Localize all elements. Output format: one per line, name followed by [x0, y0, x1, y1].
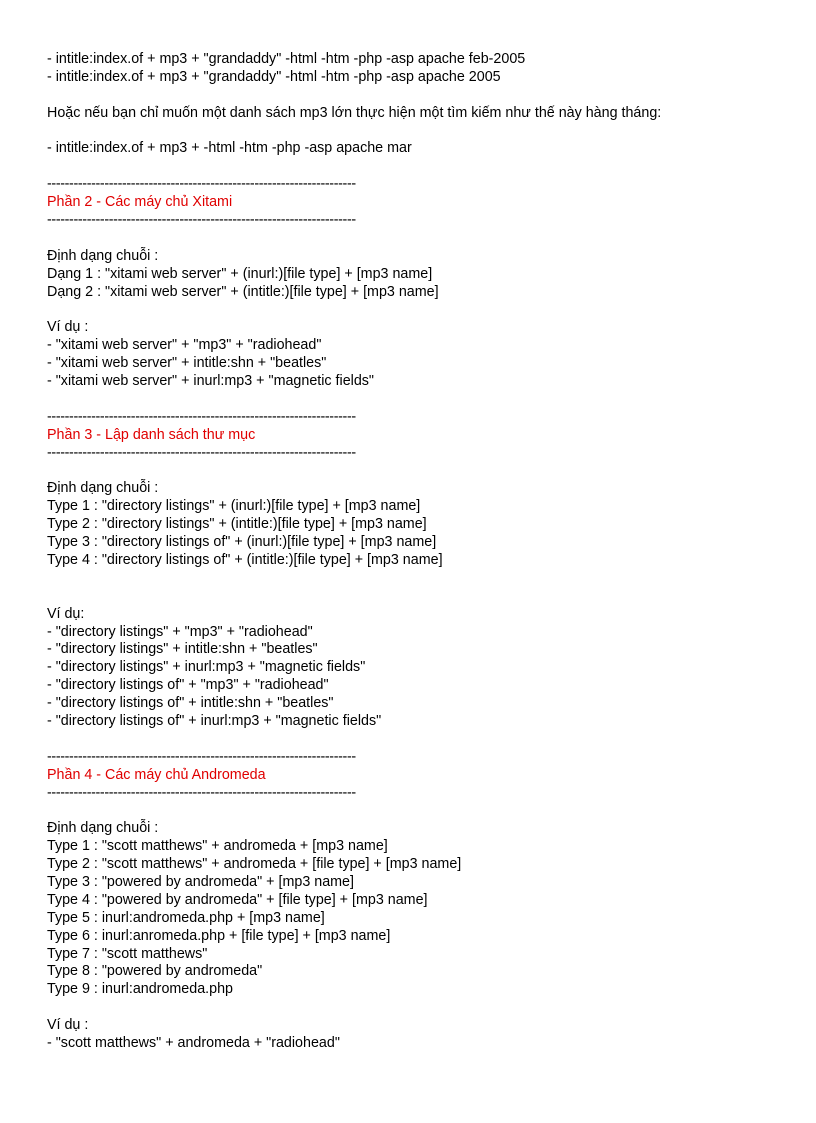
section-heading-directory-listings: Phần 3 - Lập danh sách thư mục — [47, 426, 256, 443]
document-page — [47, 51, 787, 1053]
format-type-line: Type 3 : "powered by andromeda" + [mp3 name] — [47, 873, 354, 890]
example-line: - "directory listings" + "mp3" + "radiohead" — [47, 623, 313, 640]
format-label: Định dạng chuỗi : — [47, 480, 159, 497]
example-label: Ví dụ: — [47, 605, 85, 622]
spacer — [47, 588, 787, 606]
format-label: Định dạng chuỗi : — [47, 247, 159, 264]
query-line: - intitle:index.of + mp3 + "grandaddy" -html -htm -php -asp apache 2005 — [47, 68, 501, 85]
divider-line: ---------------------------------------------------------------------- — [47, 212, 356, 229]
spacer — [47, 87, 787, 105]
monthly-query-line: - intitle:index.of + mp3 + -html -htm -php -asp apache mar — [47, 140, 412, 157]
divider-line: ---------------------------------------------------------------------- — [47, 444, 356, 461]
format-type-line: Dạng 2 : "xitami web server" + (intitle:)[file type] + [mp3 name] — [47, 283, 439, 300]
format-type-line: Type 3 : "directory listings of" + (inurl:)[file type] + [mp3 name] — [47, 534, 437, 551]
format-type-line: Type 6 : inurl:anromeda.php + [file type] + [mp3 name] — [47, 927, 391, 944]
divider-line: ---------------------------------------------------------------------- — [47, 408, 356, 425]
spacer — [47, 462, 787, 480]
spacer — [47, 158, 787, 176]
example-line: - "directory listings of" + inurl:mp3 + "magnetic fields" — [47, 712, 382, 729]
divider-line: ---------------------------------------------------------------------- — [47, 784, 356, 801]
example-line: - "directory listings" + inurl:mp3 + "magnetic fields" — [47, 659, 366, 676]
example-label: Ví dụ : — [47, 1017, 89, 1034]
format-type-line: Type 4 : "powered by andromeda" + [file type] + [mp3 name] — [47, 891, 428, 908]
spacer — [47, 123, 787, 141]
example-line: - "xitami web server" + "mp3" + "radiohead" — [47, 337, 322, 354]
format-type-line: Type 7 : "scott matthews" — [47, 945, 208, 962]
example-line: - "scott matthews" + andromeda + "radiohead" — [47, 1034, 340, 1051]
format-label: Định dạng chuỗi : — [47, 820, 159, 837]
example-line: - "xitami web server" + inurl:mp3 + "magnetic fields" — [47, 373, 375, 390]
spacer — [47, 802, 787, 820]
format-type-line: Type 4 : "directory listings of" + (intitle:)[file type] + [mp3 name] — [47, 551, 443, 568]
section-heading-xitami: Phần 2 - Các máy chủ Xitami — [47, 194, 233, 211]
example-line: - "xitami web server" + intitle:shn + "beatles" — [47, 355, 327, 372]
spacer — [47, 391, 787, 409]
example-line: - "directory listings" + intitle:shn + "beatles" — [47, 641, 318, 658]
spacer — [47, 999, 787, 1017]
example-label: Ví dụ : — [47, 319, 89, 336]
spacer — [47, 230, 787, 248]
spacer — [47, 301, 787, 319]
query-line: - intitle:index.of + mp3 + "grandaddy" -html -htm -php -asp apache feb-2005 — [47, 51, 526, 67]
format-type-line: Type 1 : "scott matthews" + andromeda + [mp3 name] — [47, 838, 388, 855]
format-type-line: Type 8 : "powered by andromeda" — [47, 963, 263, 980]
section-heading-andromeda: Phần 4 - Các máy chủ Andromeda — [47, 766, 266, 783]
format-type-line: Dạng 1 : "xitami web server" + (inurl:)[file type] + [mp3 name] — [47, 265, 433, 282]
example-line: - "directory listings of" + "mp3" + "radiohead" — [47, 677, 329, 694]
divider-line: ---------------------------------------------------------------------- — [47, 176, 356, 193]
spacer — [47, 570, 787, 588]
format-type-line: Type 5 : inurl:andromeda.php + [mp3 name] — [47, 909, 325, 926]
intro-note: Hoặc nếu bạn chỉ muốn một danh sách mp3 lớn thực hiện một tìm kiếm như thế này hàng tháng: — [47, 104, 662, 121]
format-type-line: Type 9 : inurl:andromeda.php — [47, 981, 233, 998]
spacer — [47, 731, 787, 749]
example-line: - "directory listings of" + intitle:shn + "beatles" — [47, 695, 334, 712]
format-type-line: Type 2 : "directory listings" + (intitle:)[file type] + [mp3 name] — [47, 516, 427, 533]
format-type-line: Type 1 : "directory listings" + (inurl:)[file type] + [mp3 name] — [47, 498, 421, 515]
format-type-line: Type 2 : "scott matthews" + andromeda + [file type] + [mp3 name] — [47, 856, 462, 873]
divider-line: ---------------------------------------------------------------------- — [47, 748, 356, 765]
